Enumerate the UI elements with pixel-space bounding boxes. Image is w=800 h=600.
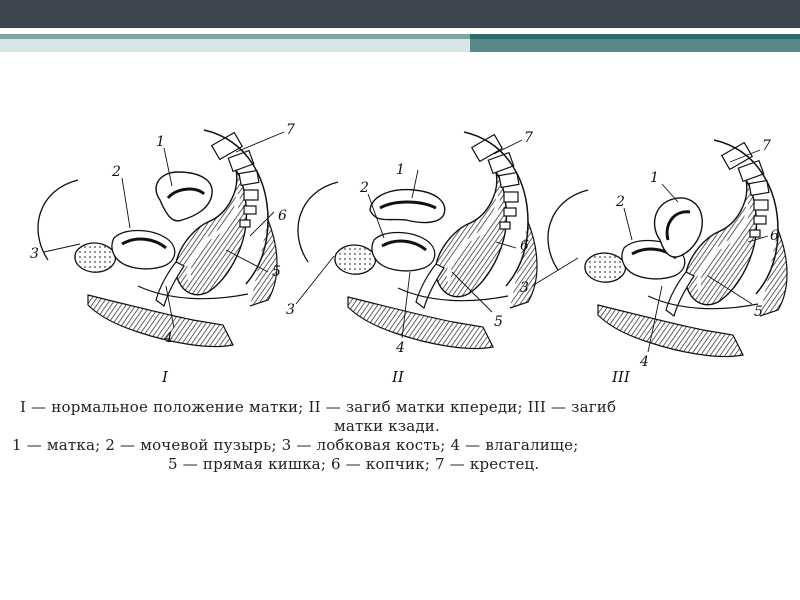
figure-numeral: III (612, 368, 630, 386)
uterus-shape (156, 172, 212, 221)
header-band-right-stripe (470, 34, 800, 39)
caption-line-positions-cont: матки кзади. (334, 417, 440, 435)
slide-accent-line (0, 28, 800, 32)
slide-top-bar (0, 0, 800, 28)
label-uterus: 1 (650, 170, 659, 186)
figure-retroflexion (520, 138, 787, 386)
label-sacrum: 7 (524, 130, 533, 146)
label-vagina: 4 (396, 340, 405, 356)
label-bladder: 2 (360, 180, 369, 196)
caption-line-legend-1-4: 1 — матка; 2 — мочевой пузырь; 3 — лобковая кость; 4 — влагалище; (12, 436, 579, 454)
caption-line-positions: I — нормальное положение матки; II — загиб матки кпереди; III — загиб (20, 398, 617, 416)
slide-header-band (0, 34, 800, 52)
label-pubic-bone: 3 (286, 302, 295, 318)
caption-line-legend-5-7: 5 — прямая кишка; 6 — копчик; 7 — крестец. (168, 455, 540, 473)
figure-numeral: I (162, 368, 168, 386)
label-rectum: 5 (272, 264, 281, 280)
label-bladder: 2 (616, 194, 625, 210)
label-pubic-bone: 3 (520, 280, 529, 296)
label-vagina: 4 (640, 354, 649, 370)
label-coccyx: 6 (770, 228, 779, 244)
label-uterus: 1 (396, 162, 405, 178)
label-pubic-bone: 3 (30, 246, 39, 262)
header-band-left-stripe (0, 34, 470, 39)
label-coccyx: 6 (278, 208, 287, 224)
label-coccyx: 6 (520, 238, 529, 254)
label-rectum: 5 (754, 304, 763, 320)
figure-caption (12, 398, 798, 474)
label-rectum: 5 (494, 314, 503, 330)
figure-anteflexion (286, 130, 537, 386)
anatomy-figure-set (0, 90, 800, 390)
figure-numeral: II (392, 368, 404, 386)
label-sacrum: 7 (762, 138, 771, 154)
figure-normal-uterus (30, 122, 295, 386)
label-uterus: 1 (156, 134, 165, 150)
label-sacrum: 7 (286, 122, 295, 138)
label-bladder: 2 (112, 164, 121, 180)
label-vagina: 4 (164, 330, 173, 346)
